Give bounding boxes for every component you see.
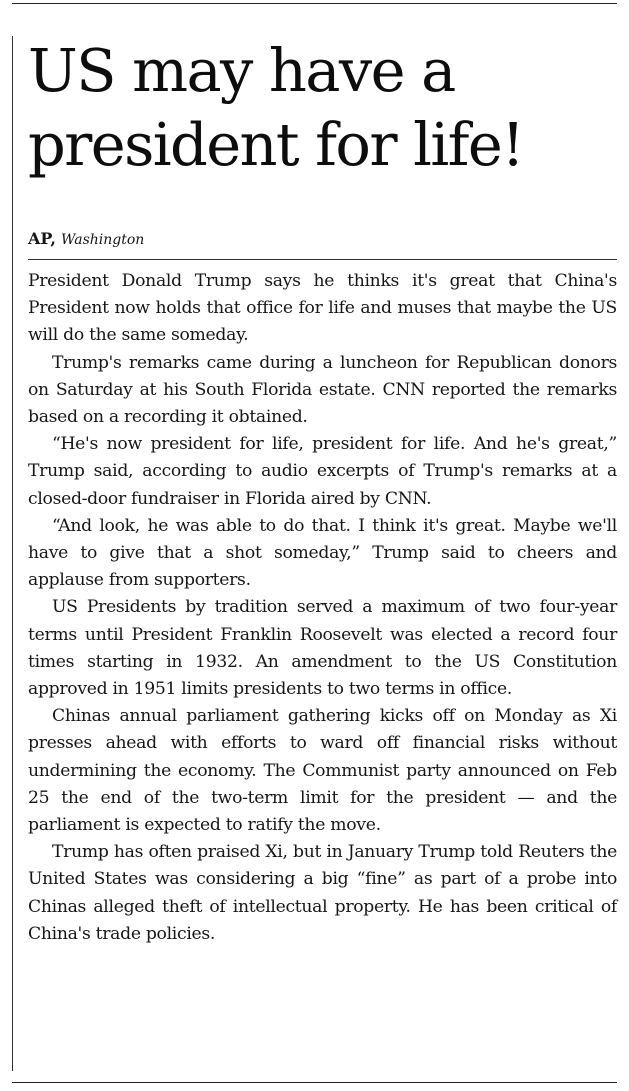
article-paragraph: US Presidents by tradition served a maximum of two four-year terms until President Franklin Roosevelt was elected a record four times starting in 1932. An amendment to the US Constitution approved in 1951 limits presidents to two terms in office. [28,597,617,700]
article-paragraph: President Donald Trump says he thinks it's great that China's President now holds that office for life and muses that maybe the US will do the same someday. [28,271,617,346]
byline-rule [28,259,617,260]
article-paragraph: Trump's remarks came during a luncheon for Republican donors on Saturday at his South Florida estate. CNN reported the remarks based on a recording it obtained. [28,352,617,428]
left-column-rule [12,36,13,1071]
byline [28,228,144,251]
byline-agency: AP, [28,229,56,248]
article-body [28,268,617,948]
article-paragraph: Trump has often praised Xi, but in January Trump told Reuters the United States was considering a big “fine” as part of a probe into Chinas alleged theft of intellectual property. He has been critical of China's trade policies. [28,842,617,944]
byline-place: Washington [61,232,145,248]
headline-line-2: president for life! [28,110,524,179]
top-rule [12,3,617,4]
bottom-rule [12,1082,617,1083]
article-paragraph: “And look, he was able to do that. I think it's great. Maybe we'll have to give that a shot someday,” Trump said to cheers and applause from supporters. [28,515,617,591]
headline-line-1: US may have a [28,36,455,105]
article-paragraph: Chinas annual parliament gathering kicks off on Monday as Xi presses ahead with efforts to ward off financial risks without undermining the economy. The Communist party announced on Feb 25 the end of the two-term limit for the president — and the parliament is expected to ratify the move. [28,706,617,836]
headline [28,34,623,182]
article-paragraph: “He's now president for life, president for life. And he's great,” Trump said, according to audio excerpts of Trump's remarks at a closed-door fundraiser in Florida aired by CNN. [28,434,617,509]
